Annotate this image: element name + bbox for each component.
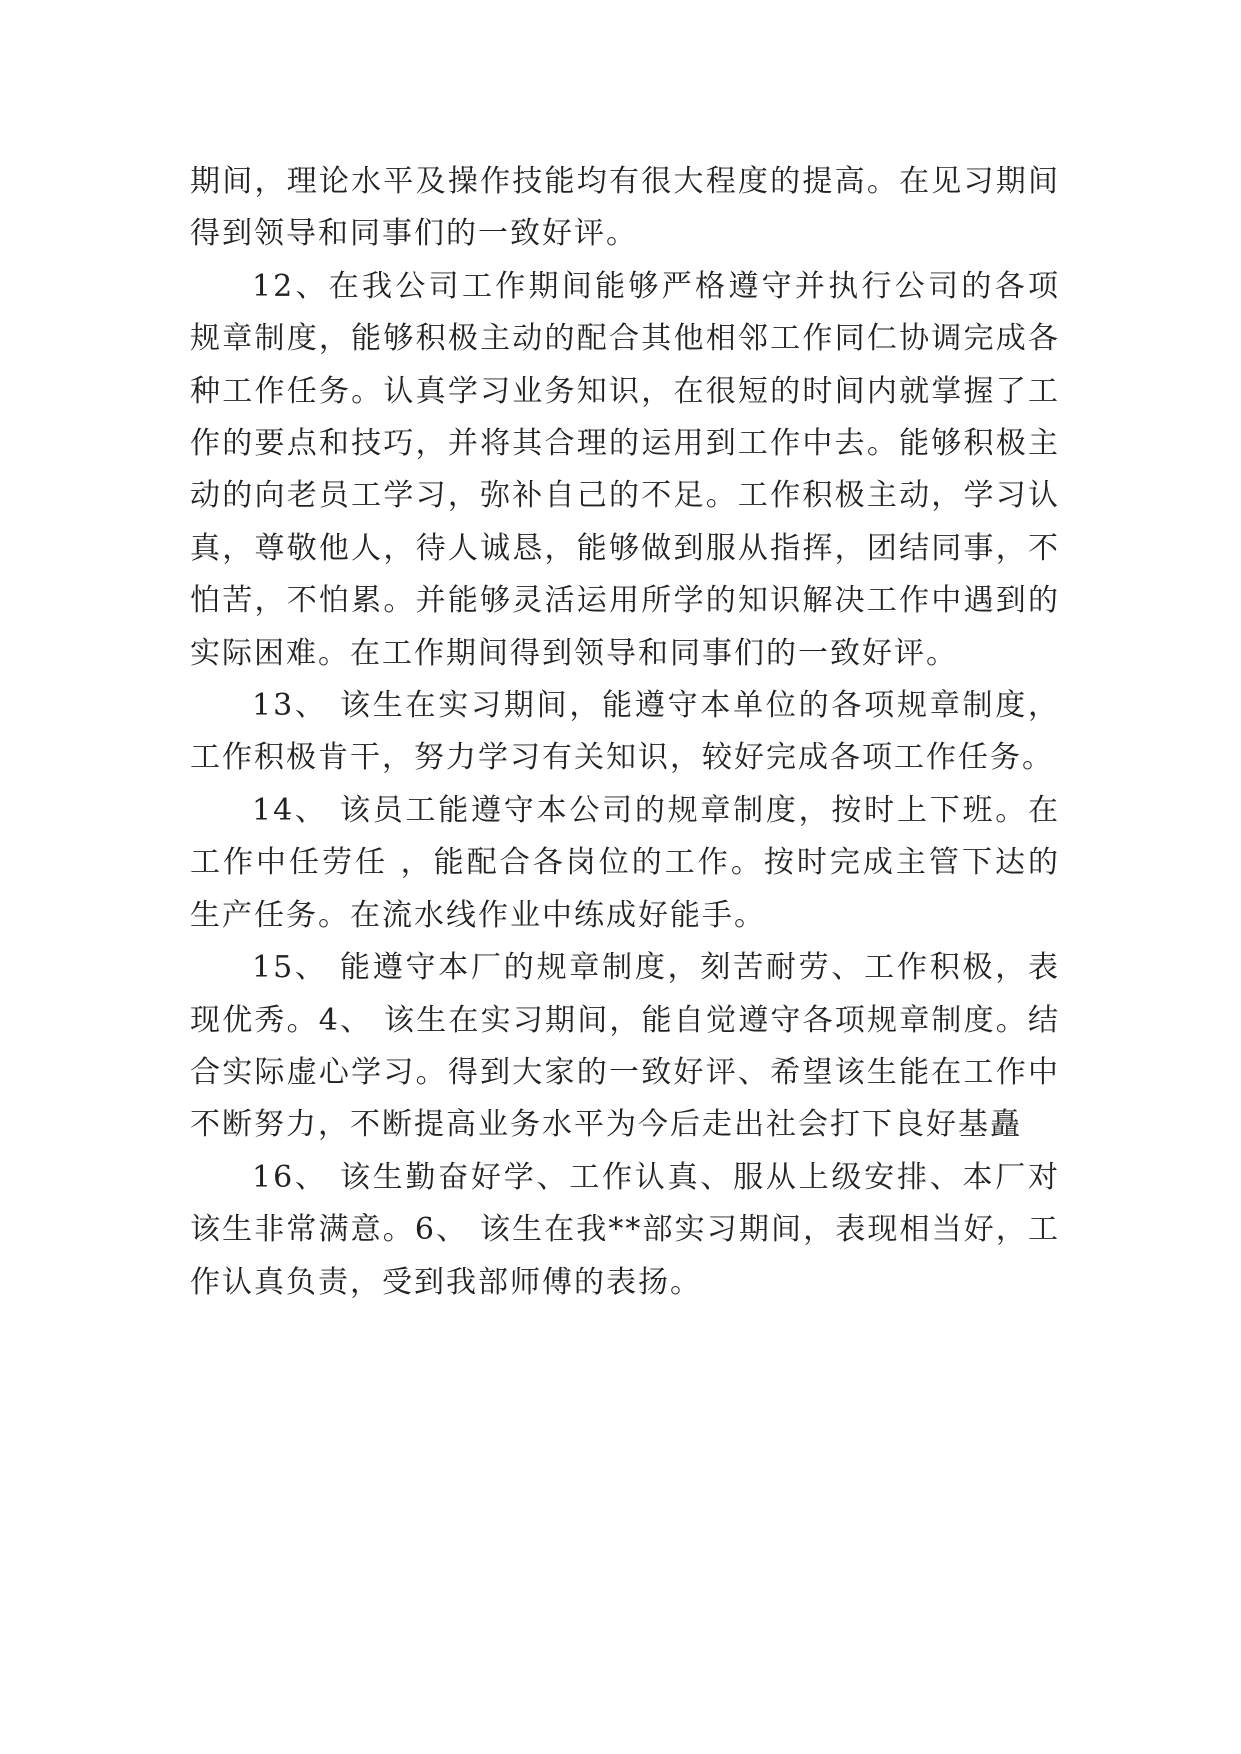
document-body [190, 156, 1060, 1309]
paragraph-12: 12、在我公司工作期间能够严格遵守并执行公司的各项规章制度，能够积极主动的配合其他相邻工作同仁协调完成各种工作任务。认真学习业务知识，在很短的时间内就掌握了工作的要点和技巧，并将其合理的运用到工作中去。能够积极主动的向老员工学习，弥补自己的不足。工作积极主动，学习认真，尊敬他人，待人诚恳，能够做到服从指挥，团结同事，不怕苦，不怕累。并能够灵活运用所学的知识解决工作中遇到的实际困难。在工作期间得到领导和同事们的一致好评。 [190, 268, 1060, 671]
paragraph-14: 14、 该员工能遵守本公司的规章制度，按时上下班。在工作中任劳任 ，能配合各岗位的工作。按时完成主管下达的生产任务。在流水线作业中练成好能手。 [190, 792, 1060, 933]
paragraph-16: 16、 该生勤奋好学、工作认真、服从上级安排、本厂对该生非常满意。6、 该生在我**部实习期间，表现相当好，工作认真负责，受到我部师傅的表扬。 [190, 1159, 1060, 1300]
paragraph-13: 13、 该生在实习期间，能遵守本单位的各项规章制度，工作积极肯干，努力学习有关知识，较好完成各项工作任务。 [190, 688, 1060, 776]
paragraph-continued: 期间，理论水平及操作技能均有很大程度的提高。在见习期间得到领导和同事们的一致好评。 [190, 164, 1060, 252]
paragraph-15: 15、 能遵守本厂的规章制度，刻苦耐劳、工作积极，表现优秀。4、 该生在实习期间，能自觉遵守各项规章制度。结合实际虚心学习。得到大家的一致好评、希望该生能在工作中不断努力，不断提高业务水平为今后走出社会打下良好基矗 [190, 950, 1060, 1143]
